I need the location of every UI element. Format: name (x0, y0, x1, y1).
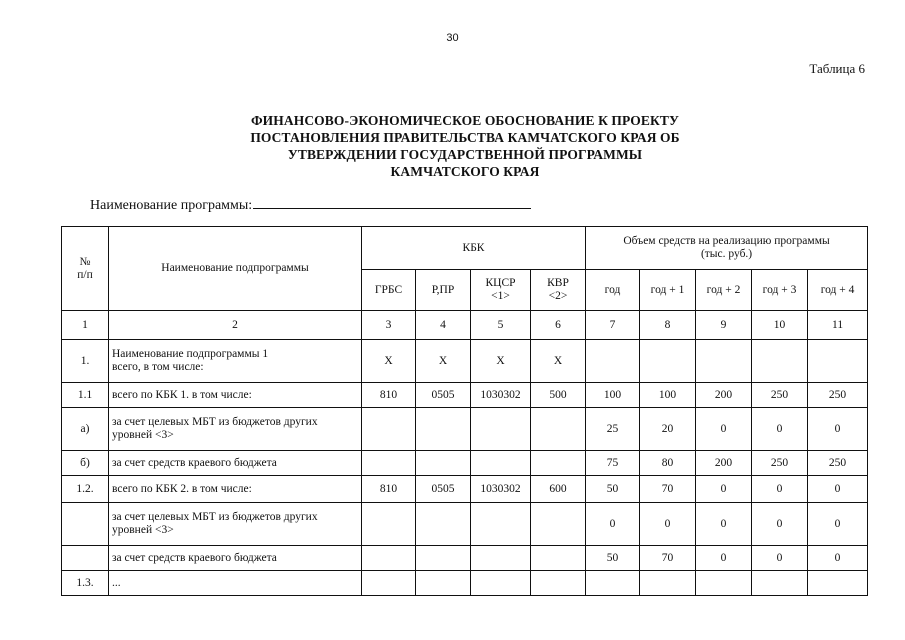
header-kbk: КБК (362, 227, 586, 270)
kvr-cell (531, 546, 586, 571)
header-subprogram: Наименование подпрограммы (109, 227, 362, 311)
page-number: 30 (446, 32, 459, 44)
header-kcsr: КЦСР <1> (471, 270, 531, 311)
grbs-cell: Х (362, 340, 416, 383)
year-4-cell: 0 (808, 503, 868, 546)
year-1-cell: 0 (640, 503, 696, 546)
column-number-row (62, 311, 868, 340)
kvr-cell: 500 (531, 383, 586, 408)
year-2-cell: 0 (696, 408, 752, 451)
kcsr-cell (471, 408, 531, 451)
header-kvr: КВР <2> (531, 270, 586, 311)
title-line-1: ФИНАНСОВО-ЭКОНОМИЧЕСКОЕ ОБОСНОВАНИЕ К ПРОЕКТУ (250, 113, 680, 128)
header-year-4: год + 4 (808, 270, 868, 311)
table-row (62, 451, 868, 476)
program-name-row (90, 196, 531, 214)
col-number: 9 (696, 311, 752, 340)
year-3-cell (752, 571, 808, 596)
kcsr-cell: 1030302 (471, 383, 531, 408)
header-year-3: год + 3 (752, 270, 808, 311)
year-0-cell: 75 (586, 451, 640, 476)
year-2-cell: 200 (696, 451, 752, 476)
year-4-cell (808, 571, 868, 596)
kcsr-cell (471, 571, 531, 596)
col-number: 5 (471, 311, 531, 340)
header-year-0: год (586, 270, 640, 311)
year-4-cell: 250 (808, 383, 868, 408)
grbs-cell: 810 (362, 476, 416, 503)
year-2-cell: 0 (696, 503, 752, 546)
grbs-cell (362, 503, 416, 546)
col-number: 4 (416, 311, 471, 340)
grbs-cell: 810 (362, 383, 416, 408)
row-name-cell: за счет целевых МБТ из бюджетов других уровней <3> (109, 408, 362, 451)
year-1-cell: 70 (640, 476, 696, 503)
row-name-cell: ... (109, 571, 362, 596)
rpr-cell: 0505 (416, 383, 471, 408)
col-number: 7 (586, 311, 640, 340)
header-num: № п/п (62, 227, 109, 311)
col-number: 1 (62, 311, 109, 340)
year-3-cell: 0 (752, 408, 808, 451)
kcsr-cell: Х (471, 340, 531, 383)
table-label: Таблица 6 (809, 61, 865, 76)
year-3-cell: 0 (752, 546, 808, 571)
kvr-cell (531, 503, 586, 546)
kvr-cell (531, 571, 586, 596)
year-3-cell: 250 (752, 383, 808, 408)
program-name-label: Наименование программы: (90, 198, 253, 213)
header-row-top (62, 227, 868, 270)
header-volume: Объем средств на реализацию программы (тыс. руб.) (586, 227, 868, 270)
kvr-cell (531, 451, 586, 476)
year-3-cell: 0 (752, 476, 808, 503)
kvr-cell: 600 (531, 476, 586, 503)
kcsr-cell: 1030302 (471, 476, 531, 503)
kcsr-cell (471, 546, 531, 571)
year-1-cell: 20 (640, 408, 696, 451)
grbs-cell (362, 546, 416, 571)
year-0-cell: 0 (586, 503, 640, 546)
kvr-cell: Х (531, 340, 586, 383)
row-num-cell: 1.2. (62, 476, 109, 503)
rpr-cell (416, 451, 471, 476)
grbs-cell (362, 571, 416, 596)
title-line-2: ПОСТАНОВЛЕНИЯ ПРАВИТЕЛЬСТВА КАМЧАТСКОГО КРАЯ ОБ (250, 130, 680, 145)
year-0-cell: 25 (586, 408, 640, 451)
col-number: 11 (808, 311, 868, 340)
row-num-cell (62, 503, 109, 546)
row-name-cell: за счет средств краевого бюджета (109, 546, 362, 571)
header-year-2: год + 2 (696, 270, 752, 311)
grbs-cell (362, 451, 416, 476)
rpr-cell: Х (416, 340, 471, 383)
table-row (62, 340, 868, 383)
year-1-cell: 80 (640, 451, 696, 476)
table-row (62, 476, 868, 503)
year-3-cell: 250 (752, 451, 808, 476)
year-2-cell (696, 571, 752, 596)
rpr-cell (416, 571, 471, 596)
year-1-cell (640, 571, 696, 596)
year-2-cell: 200 (696, 383, 752, 408)
year-2-cell: 0 (696, 546, 752, 571)
year-4-cell: 0 (808, 476, 868, 503)
document-title (150, 112, 780, 180)
rpr-cell (416, 408, 471, 451)
year-0-cell: 50 (586, 546, 640, 571)
table-row (62, 571, 868, 596)
row-num-cell: а) (62, 408, 109, 451)
rpr-cell (416, 503, 471, 546)
year-1-cell: 100 (640, 383, 696, 408)
financial-table (61, 226, 868, 596)
col-number: 6 (531, 311, 586, 340)
rpr-cell: 0505 (416, 476, 471, 503)
row-name-cell: за счет целевых МБТ из бюджетов других уровней <3> (109, 503, 362, 546)
year-1-cell (640, 340, 696, 383)
title-line-3: УТВЕРЖДЕНИИ ГОСУДАРСТВЕННОЙ ПРОГРАММЫ (287, 147, 643, 162)
year-0-cell (586, 340, 640, 383)
header-rpr: Р,ПР (416, 270, 471, 311)
col-number: 8 (640, 311, 696, 340)
table-row (62, 383, 868, 408)
table-body (62, 340, 868, 596)
row-num-cell (62, 546, 109, 571)
grbs-cell (362, 408, 416, 451)
col-number: 10 (752, 311, 808, 340)
row-num-cell: б) (62, 451, 109, 476)
title-line-4: КАМЧАТСКОГО КРАЯ (390, 164, 540, 179)
row-name-cell: за счет средств краевого бюджета (109, 451, 362, 476)
year-4-cell: 0 (808, 546, 868, 571)
header-year-1: год + 1 (640, 270, 696, 311)
kcsr-cell (471, 503, 531, 546)
row-name-cell: всего по КБК 2. в том числе: (109, 476, 362, 503)
year-2-cell: 0 (696, 476, 752, 503)
program-name-blank (253, 196, 531, 209)
year-4-cell: 0 (808, 408, 868, 451)
row-num-cell: 1.3. (62, 571, 109, 596)
year-2-cell (696, 340, 752, 383)
kcsr-cell (471, 451, 531, 476)
year-0-cell: 100 (586, 383, 640, 408)
header-grbs: ГРБС (362, 270, 416, 311)
row-num-cell: 1. (62, 340, 109, 383)
year-4-cell: 250 (808, 451, 868, 476)
row-name-cell: всего по КБК 1. в том числе: (109, 383, 362, 408)
year-3-cell: 0 (752, 503, 808, 546)
col-number: 2 (109, 311, 362, 340)
year-4-cell (808, 340, 868, 383)
kvr-cell (531, 408, 586, 451)
table-row (62, 546, 868, 571)
year-0-cell (586, 571, 640, 596)
table-row (62, 408, 868, 451)
col-number: 3 (362, 311, 416, 340)
year-3-cell (752, 340, 808, 383)
row-name-cell: Наименование подпрограммы 1 всего, в том числе: (109, 340, 362, 383)
year-1-cell: 70 (640, 546, 696, 571)
table-row (62, 503, 868, 546)
rpr-cell (416, 546, 471, 571)
row-num-cell: 1.1 (62, 383, 109, 408)
year-0-cell: 50 (586, 476, 640, 503)
